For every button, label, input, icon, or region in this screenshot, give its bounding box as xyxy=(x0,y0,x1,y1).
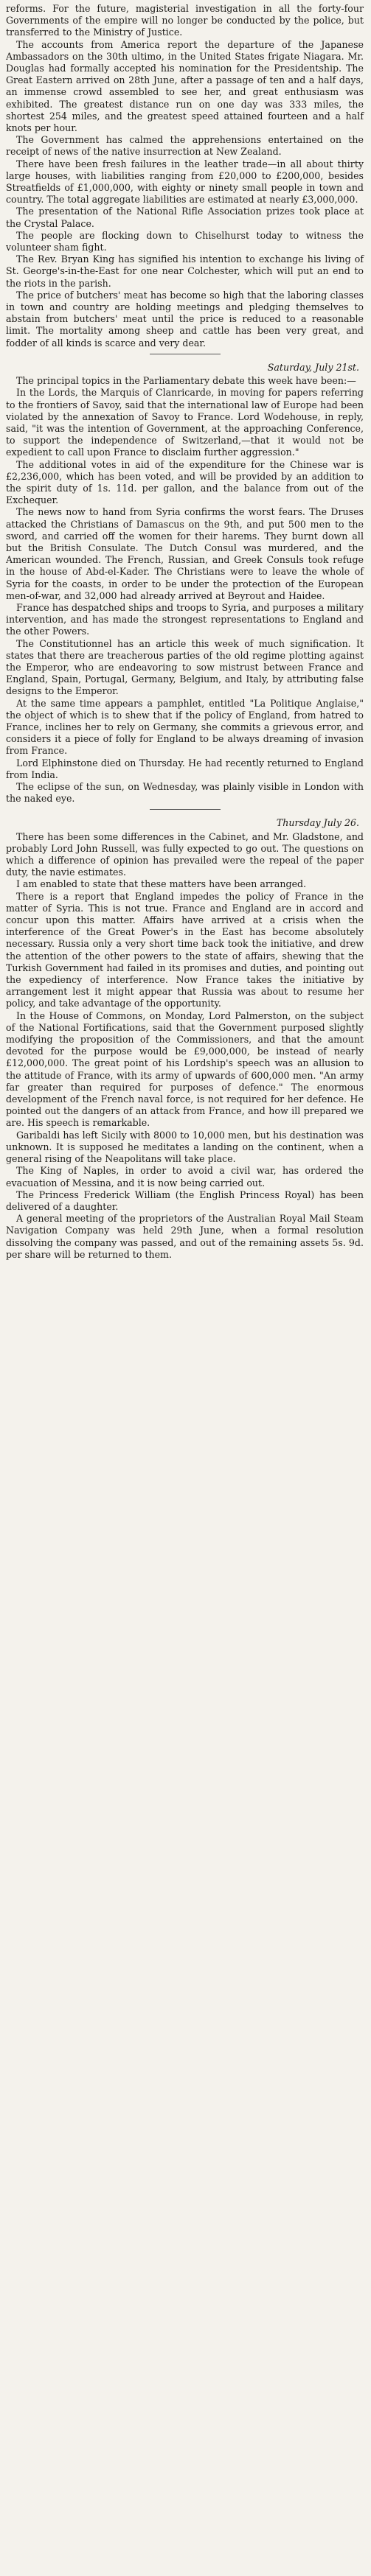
article-paragraph: The Princess Frederick William (the English Princess Royal) has been delivered of a daughter. xyxy=(6,1189,364,1212)
article-paragraph: At the same time appears a pamphlet, entitled "La Politique Anglaise," the object of which is to shew that if the policy of England, from hatred to France, inclines her to rely on Germany, she commits a grievous error, and considers it a piece of folly for England to be always dreaming of invasion from France. xyxy=(6,697,364,757)
article-paragraph: The additional votes in aid of the expenditure for the Chinese war is £2,236,000, which has been voted, and will be provided by an addition to the spirit duty of 1s. 11d. per gallon, and the balance from out of the Exchequer. xyxy=(6,458,364,506)
article-paragraph: The presentation of the National Rifle Association prizes took place at the Crystal Palace. xyxy=(6,206,364,229)
dateline-thursday: Thursday July 26. xyxy=(276,817,359,829)
article-paragraph: France has despatched ships and troops to Syria, and purposes a military intervention, and has made the strongest representations to England and the other Powers. xyxy=(6,601,364,637)
article-paragraph: The news now to hand from Syria confirms the worst fears. The Druses attacked the Christians of Damascus on the 9th, and put 500 men to the sword, and carried off the women for their harems. They burnt down all but the British Consulate. The Dutch Consul was murdered, and the American wounded. The French, Russian, and Greek Consuls took refuge in the house of Abd-el-Kader. The Christians were to leave the whole of Syria for the coasts, in order to be under the protection of the European men-of-war, and 32,000 had already arrived at Beyrout and Haidee. xyxy=(6,506,364,601)
article-paragraph: The Constitutionnel has an article this week of much signification. It states that there are treacherous parties of the old regime plotting against the Emperor, who are endeavoring to sow mistrust between France and England, Spain, Portugal, Germany, Belgium, and Italy, by attributing false designs to the Emperor. xyxy=(6,637,364,697)
article-paragraph: There has been some differences in the Cabinet, and Mr. Gladstone, and probably Lord John Russell, was fully expected to go out. The questions on which a difference of opinion has prevailed were the repeal of the paper duty, the navie estimates. xyxy=(6,830,364,878)
section-divider xyxy=(150,809,221,810)
article-paragraph: The Rev. Bryan King has signified his intention to exchange his living of St. George's-in-the-East for one near Colchester, which will put an end to the riots in the parish. xyxy=(6,253,364,289)
article-paragraph: In the Lords, the Marquis of Clanricarde, in moving for papers referring to the frontiers of Savoy, said that the international law of Europe had been violated by the annexation of Savoy to France. Lord Wodehouse, in reply, said, "it was the intention of Government, at the approaching Conference, to support the independence of Switzerland,—that it would not be expedient to call upon France to disclaim further aggression." xyxy=(6,387,364,458)
article-paragraph: The eclipse of the sun, on Wednesday, was plainly visible in London with the naked eye. xyxy=(6,781,364,805)
article-paragraph: In the House of Commons, on Monday, Lord Palmerston, on the subject of the National Fortifications, said that the Government purposed slightly modifying the proposition of the Commissioners, and that the amount devoted for the purpose would be £9,000,000, be instead of nearly £12,000,000. The great point of his Lordship's speech was an allusion to the attitude of France, with its army of upwards of 600,000 men. "An army far greater than required for purposes of defence." The enormous development of the French naval force, is not required for her defence. He pointed out the dangers of an attack from France, and how ill prepared we are. His speech is remarkable. xyxy=(6,1009,364,1129)
article-paragraph: The price of butchers' meat has become so high that the laboring classes in town and country are holding meetings and pledging themselves to abstain from butchers' meat until the price is reduced to a reasonable limit. The mortality among sheep and cattle has been very great, and fodder of all kinds is scarce and very dear. xyxy=(6,289,364,349)
dateline-saturday: Saturday, July 21st. xyxy=(267,361,359,373)
article-paragraph: The people are flocking down to Chiselhurst today to witness the volunteer sham fight. xyxy=(6,229,364,253)
article-paragraph: The Government has calmed the apprehensions entertained on the receipt of news of the native insurrection at New Zealand. xyxy=(6,134,364,158)
article-paragraph: The principal topics in the Parliamentary debate this week have been:— xyxy=(16,375,356,387)
article-paragraph: Lord Elphinstone died on Thursday. He had recently returned to England from India. xyxy=(6,757,364,780)
article-paragraph: I am enabled to state that these matters have been arranged. xyxy=(16,878,307,890)
article-paragraph: The accounts from America report the departure of the Japanese Ambassadors on the 30th ultimo, in the United States frigate Niagara. Mr. Douglas had formally accepted his nomination for the Presidentship. The Great Eastern arrived on 28th June, after a passage of ten and a half days, an immense crowd assembled to see her, and great enthusiasm was exhibited. The greatest distance run on one day was 333 miles, the shortest 254 miles, and the greatest speed attained fourteen and a half knots per hour. xyxy=(6,38,364,134)
news-section-saturday xyxy=(6,375,364,805)
article-paragraph: A general meeting of the proprietors of the Australian Royal Mail Steam Navigation Company was held 29th June, when a formal resolution dissolving the company was passed, and out of the remaining assets 5s. 9d. per share will be returned to them. xyxy=(6,1213,364,1260)
news-section-thursday xyxy=(6,831,364,1261)
article-paragraph: reforms. For the future, magisterial investigation in all the forty-four Governments of the empire will no longer be conducted by the police, but transferred to the Ministry of Justice. xyxy=(6,3,364,38)
news-section-intro xyxy=(6,3,364,349)
article-paragraph: There have been fresh failures in the leather trade—in all about thirty large houses, with liabilities ranging from £20,000 to £200,000, besides Streatfields of £1,000,000, with eighty or ninety small people in town and country. The total aggregate liabilities are estimated at nearly £3,000,000. xyxy=(6,158,364,206)
article-paragraph: The King of Naples, in order to avoid a civil war, has ordered the evacuation of Messina, and it is now being carried out. xyxy=(6,1165,364,1189)
article-paragraph: Garibaldi has left Sicily with 8000 to 10,000 men, but his destination was unknown. It is supposed he meditates a landing on the continent, when a general rising of the Neapolitans will take place. xyxy=(6,1129,364,1165)
article-paragraph: There is a report that England impedes the policy of France in the matter of Syria. This is not true. France and England are in accord and concur upon this matter. Affairs have arrived at a crisis when the interference of the Great Power's in the East has become absolutely necessary. Russia only a very short time back took the initiative, and drew the attention of the other powers to the state of affairs, shewing that the Turkish Government had failed in its promises and duties, and pointing out the expediency of interference. Now France takes the initiative by arrangement lest it might appear that Russia was about to resume her policy, and take advantage of the opportunity. xyxy=(6,890,364,1009)
